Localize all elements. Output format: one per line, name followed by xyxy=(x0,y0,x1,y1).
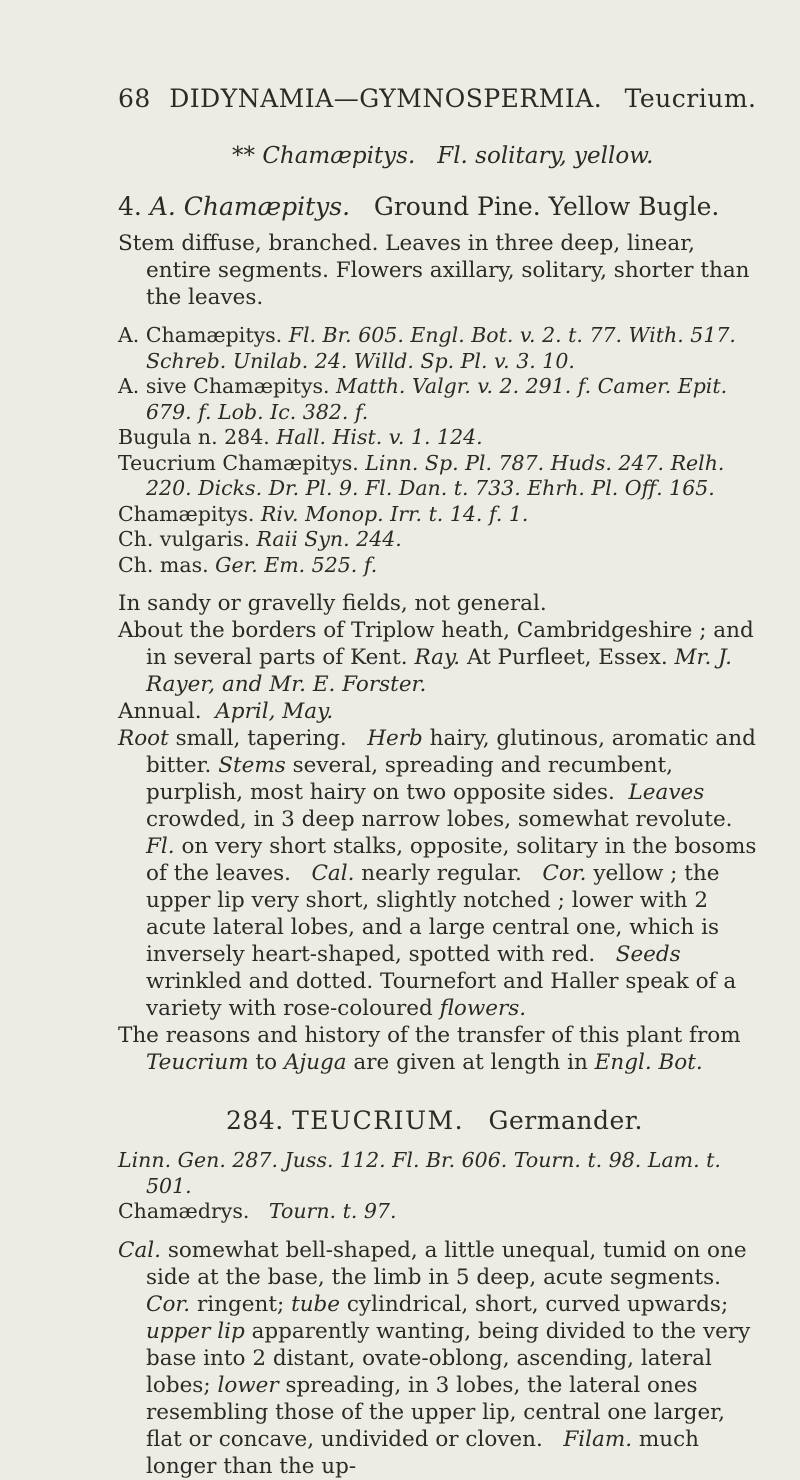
localities-text-2: At Purfleet, Essex. xyxy=(466,645,668,670)
synonym-refs: Fl. Br. 605. Engl. Bot. v. 2. t. 77. With. 517. Schreb. Unilab. 24. Willd. Sp. Pl. v. 3. 10. xyxy=(146,323,736,373)
synonym-entry xyxy=(118,502,760,528)
synonym-entry xyxy=(118,553,760,579)
variety-line xyxy=(118,142,760,170)
genus-references: Linn. Gen. 287. Juss. 112. Fl. Br. 606. Tourn. t. 98. Lam. t. 501. xyxy=(118,1148,721,1198)
seeds-label: Seeds xyxy=(615,942,681,967)
gen-tube-label: tube xyxy=(291,1291,341,1317)
variety-name: Chamæpitys. xyxy=(262,143,416,169)
gen-corolla-text: ringent; xyxy=(197,1291,285,1317)
synonym-name: A. sive Chamæpitys. xyxy=(118,374,330,398)
running-head xyxy=(118,84,760,114)
gen-filament-text: much longer than the up- xyxy=(146,1426,700,1479)
gen-upper-lip-label: upper lip xyxy=(146,1318,245,1344)
genus-to: Ajuga xyxy=(283,1050,347,1075)
synonym-refs: Ger. Em. 525. f. xyxy=(215,552,378,577)
synonym-entry xyxy=(118,425,760,451)
gen-calyx-label: Cal. xyxy=(118,1237,161,1263)
calyx-text: nearly regular. xyxy=(361,861,522,886)
flower-text: on very short stalks, opposite, solitary in the bosoms of the leaves. xyxy=(146,834,757,886)
synonym-name: Chamæpitys. xyxy=(118,501,255,526)
genus-heading xyxy=(118,1106,760,1136)
synonym-name: Bugula n. 284. xyxy=(118,425,270,449)
herb-text: hairy, glutinous, aromatic and bitter. xyxy=(146,726,756,778)
gen-filament-label: Filam. xyxy=(563,1426,633,1452)
root-text: small, tapering. xyxy=(175,726,347,751)
genus-synonym-ref: Tourn. t. 97. xyxy=(268,1199,397,1223)
duration xyxy=(118,698,760,725)
species-number: 4. xyxy=(118,192,142,221)
stems-text: several, spreading and recumbent, purplish, most hairy on two opposite sides. xyxy=(146,753,673,805)
flower-label: Fl. xyxy=(146,834,175,859)
habitat: In sandy or gravelly fields, not general. xyxy=(118,591,547,616)
synonymy-list xyxy=(118,323,760,578)
synonym-name: A. Chamæpitys. xyxy=(118,323,283,347)
genus-from: Teucrium xyxy=(146,1050,249,1075)
synonym-entry xyxy=(118,374,760,425)
herb-label: Herb xyxy=(367,726,423,751)
stems-label: Stems xyxy=(218,753,286,778)
variety-desc: Fl. solitary, yellow. xyxy=(437,143,654,169)
variety-marker: ** xyxy=(232,143,255,169)
gen-upper-lip-text: apparently wanting, being divided to the very base into 2 distant, ovate-oblong, ascending, lateral lobes; xyxy=(146,1318,751,1398)
flowers-word: flowers. xyxy=(439,996,527,1021)
leaves-label: Leaves xyxy=(628,780,705,805)
running-genus: Teucrium. xyxy=(624,84,757,113)
localities-text: About the borders of Triplow heath, Cambridgeshire ; and in several parts of Kent. xyxy=(118,618,754,670)
running-title: DIDYNAMIA—GYMNOSPERMIA. xyxy=(169,84,603,113)
gen-corolla-label: Cor. xyxy=(146,1291,191,1317)
genus-number: 284. xyxy=(226,1106,284,1135)
morphology xyxy=(118,725,760,1022)
calyx-label: Cal. xyxy=(311,861,355,886)
gen-lower-lip-text: spreading, in 3 lobes, the lateral ones resembling those of the upper lip, central one larger, flat or concave, undivided or cloven. xyxy=(146,1372,725,1452)
transfer-text: The reasons and history of the transfer of this plant from xyxy=(118,1023,741,1048)
synonym-refs: Raii Syn. 244. xyxy=(256,527,402,551)
genus-name: TEUCRIUM. xyxy=(292,1106,465,1135)
page-number: 68 xyxy=(118,84,151,113)
duration-label: Annual. xyxy=(118,699,202,724)
genus-references-2 xyxy=(118,1199,760,1225)
species-heading xyxy=(118,192,760,222)
species-description: Stem diffuse, branched. Leaves in three deep, linear, entire segments. Flowers axillary, solitary, shorter than the leaves. xyxy=(118,231,750,310)
synonym-refs: Matth. Valgr. v. 2. 291. f. Camer. Epit. 679. f. Lob. Ic. 382. f. xyxy=(146,374,728,424)
corolla-label: Cor. xyxy=(542,861,587,886)
synonym-name: Teucrium Chamæpitys. xyxy=(118,450,359,475)
synonym-refs: Riv. Monop. Irr. t. 14. f. 1. xyxy=(260,501,529,526)
gen-tube-text: cylindrical, short, curved upwards; xyxy=(346,1291,729,1317)
synonym-name: Ch. mas. xyxy=(118,552,209,577)
genus-characters xyxy=(118,1237,760,1480)
localities-authority-2: Mr. J. Rayer, and Mr. E. Forster. xyxy=(146,645,732,697)
leaves-text: crowded, in 3 deep narrow lobes, somewhat revolute. xyxy=(146,807,733,832)
root-label: Root xyxy=(118,726,169,751)
synonym-refs: Hall. Hist. v. 1. 124. xyxy=(276,425,483,449)
species-common-name: Ground Pine. Yellow Bugle. xyxy=(373,192,720,221)
genus-synonym: Chamædrys. xyxy=(118,1199,250,1223)
localities xyxy=(118,617,760,698)
flowering-season: April, May. xyxy=(215,699,334,724)
transfer-text-2: are given at length in xyxy=(353,1050,588,1075)
gen-calyx-text: somewhat bell-shaped, a little unequal, tumid on one side at the base, the limb in 5 deep, acute segments. xyxy=(146,1237,747,1290)
synonym-entry xyxy=(118,323,760,374)
localities-authority: Ray. xyxy=(414,645,461,670)
transfer-note xyxy=(118,1022,760,1076)
synonym-name: Ch. vulgaris. xyxy=(118,527,250,551)
genus-common-name: Germander. xyxy=(488,1106,643,1135)
synonym-entry xyxy=(118,527,760,553)
seeds-text: wrinkled and dotted. Tournefort and Haller speak of a variety with rose-coloured xyxy=(146,969,737,1021)
transfer-to-word: to xyxy=(255,1050,278,1075)
synonym-entry xyxy=(118,451,760,502)
corolla-text: yellow ; the upper lip very short, slightly notched ; lower with 2 acute lateral lobes, and a large central one, which is inversely heart-shaped, spotted with red. xyxy=(146,861,720,967)
species-latin-name: A. Chamæpitys. xyxy=(149,192,351,221)
synonym-refs: Linn. Sp. Pl. 787. Huds. 247. Relh. 220. Dicks. Dr. Pl. 9. Fl. Dan. t. 733. Ehrh. Pl. Off. 165. xyxy=(146,450,725,500)
transfer-reference: Engl. Bot. xyxy=(594,1050,703,1075)
gen-lower-lip-label: lower xyxy=(217,1372,279,1398)
